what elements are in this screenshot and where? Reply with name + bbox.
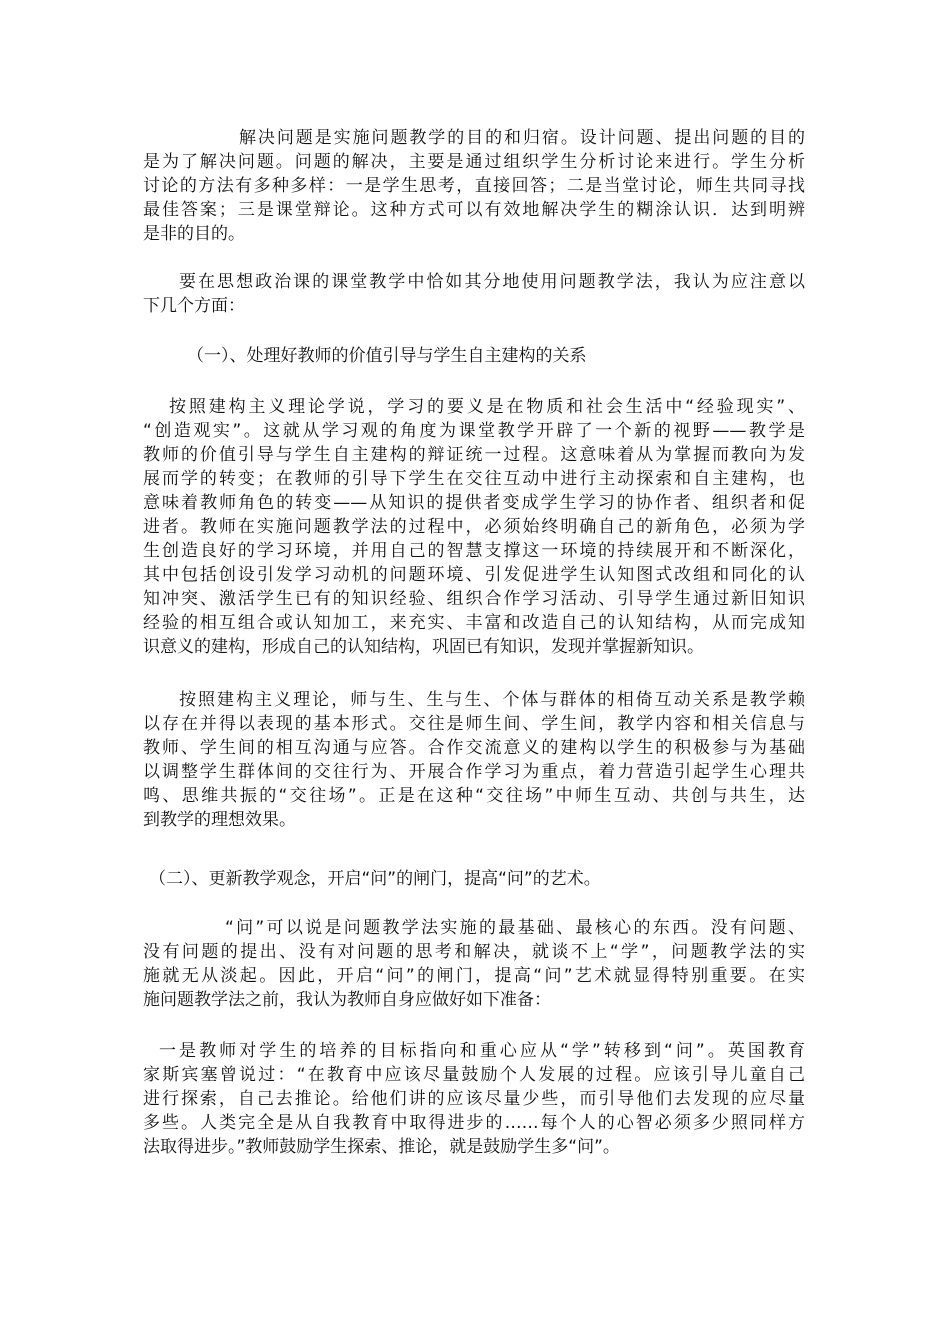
text-line: 按照建构主义理论，师与生、生与生、个体与群体的相倚互动关系是教学赖	[179, 690, 805, 710]
text-line: 讨论的方法有多种多样：一是学生思考，直接回答；二是当堂讨论，师生共同寻找	[143, 176, 805, 196]
text-line: 知冲突、激活学生已有的知识经验、组织合作学习活动、引导学生通过新旧知识	[143, 589, 805, 609]
section-heading-two	[143, 867, 805, 891]
text-line: 经验的相互组合或认知加工，来充实、丰富和改造自己的认知结构，从而完成知	[143, 613, 805, 633]
paragraph-intro-aspects	[143, 270, 805, 318]
text-line: 是为了解决问题。问题的解决，主要是通过组织学生分析讨论来进行。学生分析	[143, 152, 805, 172]
paragraph-spencer-quote	[143, 1039, 805, 1159]
text-line: “问”可以说是问题教学法实施的最基础、最核心的东西。没有问题、	[225, 918, 805, 938]
text-line: 下几个方面：	[143, 296, 245, 316]
text-line: 是非的目的。	[143, 224, 245, 244]
paragraph-constructivism	[143, 395, 805, 659]
text-line: 要在思想政治课的课堂教学中恰如其分地使用问题教学法，我认为应注意以	[179, 272, 805, 292]
text-line: 以存在并得以表现的基本形式。交往是师生间、学生间，教学内容和相关信息与	[143, 714, 805, 734]
text-line: 教师的价值引导与学生自主建构的辩证统一过程。这意味着从为掌握而教向为发	[143, 445, 805, 465]
text-line: 多些。人类完全是从自我教育中取得进步的……每个人的心智必须多少照同样方	[143, 1113, 805, 1133]
paragraph-interaction	[143, 688, 805, 832]
text-line: 法取得进步。”教师鼓励学生探索、推论，就是鼓励学生多“问”。	[143, 1137, 620, 1157]
paragraph-problem-solving	[143, 126, 805, 246]
text-line: “创造观实”。这就从学习观的角度为课堂教学开辟了一个新的视野——教学是	[143, 421, 805, 441]
text-line: 鸣、思维共振的“交往场”。正是在这种“交往场”中师生互动、共创与共生，达	[143, 786, 805, 806]
text-line: 意味着教师角色的转变——从知识的提供者变成学生学习的协作者、组织者和促	[143, 493, 805, 513]
text-line: 施就无从淡起。因此，开启“问”的闸门，提高“问”艺术就显得特别重要。在实	[143, 966, 805, 986]
paragraph-asking	[143, 916, 805, 1012]
text-line: 施问题教学法之前，我认为教师自身应做好如下准备：	[143, 990, 551, 1010]
text-line: 教师、学生间的相互沟通与应答。合作交流意义的建构以学生的积极参与为基础	[143, 738, 805, 758]
text-line: 以调整学生群体间的交往行为、开展合作学习为重点，着力营造引起学生心理共	[143, 762, 805, 782]
text-line: 按照建构主义理论学说，学习的要义是在物质和社会生活中“经验现实”、	[169, 397, 805, 417]
text-line: 识意义的建构，形成自己的认知结构，巩固已有知识，发现并掌握新知识。	[143, 637, 704, 657]
text-line: 进行探索，自己去推论。给他们讲的应该尽量少些，而引导他们去发现的应尽量	[143, 1089, 805, 1109]
text-line: 展而学的转变；在教师的引导下学生在交往互动中进行主动探索和自主建构，也	[143, 469, 805, 489]
text-line: 其中包括创设引发学习动机的问题环境、引发促进学生认知图式改组和同化的认	[143, 565, 805, 585]
text-line: 进者。教师在实施问题教学法的过程中，必须始终明确自己的新角色，必须为学	[143, 517, 805, 537]
section-heading-one	[143, 344, 805, 368]
text-line: 最佳答案；三是课堂辩论。这种方式可以有效地解决学生的糊涂认识．达到明辨	[143, 200, 805, 220]
text-line: 生创造良好的学习环境，并用自己的智慧支撑这一环境的持续展开和不断深化，	[143, 541, 805, 561]
text-line: 到教学的理想效果。	[143, 810, 296, 830]
heading-text: （一）、处理好教师的价值引导与学生自主建构的关系	[187, 346, 587, 366]
text-line: 没有问题的提出、没有对问题的思考和解决，就谈不上“学”，问题教学法的实	[143, 942, 805, 962]
text-line: 一是教师对学生的培养的目标指向和重心应从“学”转移到“问”。英国教育	[159, 1041, 805, 1061]
text-line: 解决问题是实施问题教学的目的和归宿。设计问题、提出问题的目的	[239, 128, 805, 148]
heading-text: （二）、更新教学观念，开启“问”的闸门，提高“问”的艺术。	[149, 869, 601, 889]
text-line: 家斯宾塞曾说过：“在教育中应该尽量鼓励个人发展的过程。应该引导儿童自己	[143, 1065, 805, 1085]
